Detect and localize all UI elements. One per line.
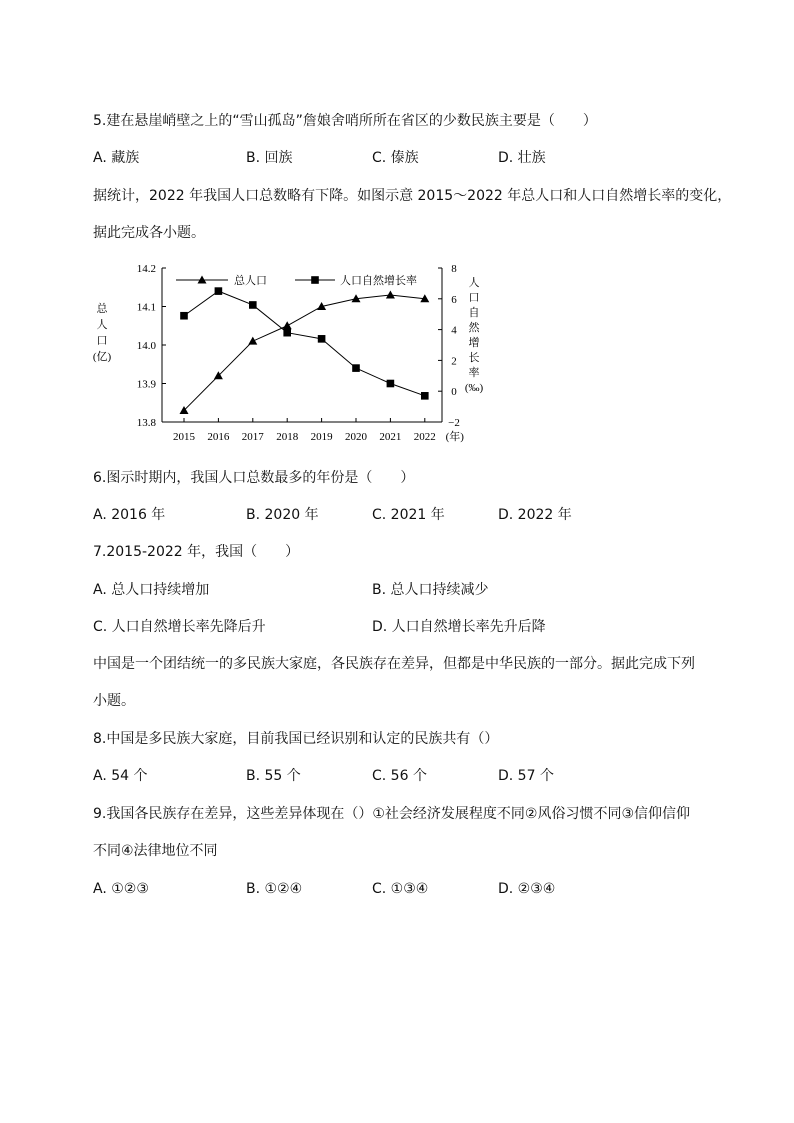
- q7-option-d: D. 人口自然增长率先升后降: [372, 619, 546, 635]
- population-chart-svg: [90, 258, 484, 458]
- q8-option-b: B. 55 个: [246, 768, 301, 784]
- left-axis-tick-label: 14.0: [136, 340, 156, 352]
- data-point-growth-rate: [352, 364, 360, 372]
- right-axis-label: (‰): [464, 382, 484, 394]
- left-axis-tick-label: 13.9: [136, 378, 156, 391]
- x-axis-label: (年): [445, 431, 464, 443]
- question-7-stem: 7.2015-2022 年，我国（ ）: [93, 544, 300, 560]
- x-axis-tick-label: 2020: [345, 431, 367, 443]
- q6-option-c: C. 2021 年: [372, 507, 445, 523]
- question-9-stem: 不同④法律地位不同: [93, 843, 218, 859]
- x-axis-tick-label: 2018: [276, 431, 299, 443]
- data-point-growth-rate: [249, 301, 257, 309]
- data-point-growth-rate: [318, 335, 326, 343]
- left-axis-label: 人: [96, 319, 108, 331]
- q8-option-d: D. 57 个: [498, 768, 554, 784]
- x-axis-tick-label: 2022: [413, 431, 436, 443]
- question-9-stem: 9.我国各民族存在差异，这些差异体现在（）①社会经济发展程度不同②风俗习惯不同③信仰信仰: [93, 806, 691, 822]
- data-point-total-population: [248, 337, 257, 345]
- q7-option-b: B. 总人口持续减少: [372, 582, 489, 598]
- data-point-growth-rate: [215, 287, 223, 295]
- question-8-stem: 8.中国是多民族大家庭，目前我国已经识别和认定的民族共有（）: [93, 731, 499, 747]
- question-6-stem: 6.图示时期内，我国人口总数最多的年份是（ ）: [93, 470, 415, 486]
- right-axis-tick-label: 8: [451, 263, 457, 275]
- right-axis-label: 长: [468, 352, 480, 364]
- right-axis-tick-label: 2: [451, 355, 457, 368]
- right-axis-tick-label: 0: [451, 386, 457, 399]
- left-axis-tick-label: 14.1: [136, 301, 156, 314]
- intro-paragraph-line: 据统计，2022 年我国人口总数略有下降。如图示意 2015～2022 年总人口和人口自然增长率的变化，: [93, 188, 732, 204]
- q9-option-a: A. ①②③: [93, 881, 149, 897]
- q8-option-c: C. 56 个: [372, 768, 427, 784]
- x-axis-tick-label: 2016: [207, 431, 230, 443]
- right-axis-label: 自: [468, 307, 480, 319]
- right-axis-label: 增: [468, 337, 480, 349]
- series-line-total-population: [184, 295, 425, 411]
- right-axis-tick-label: −2: [448, 417, 460, 429]
- right-axis-tick-label: 4: [451, 324, 457, 337]
- data-point-growth-rate: [421, 392, 429, 400]
- q8-option-a: A. 54 个: [93, 768, 148, 784]
- x-axis-tick-label: 2015: [173, 431, 195, 443]
- q5-option-c: C. 傣族: [372, 150, 419, 166]
- legend-marker-growth-rate: [311, 276, 319, 284]
- right-axis-label: 然: [468, 322, 480, 334]
- q6-option-d: D. 2022 年: [498, 507, 572, 523]
- q6-option-a: A. 2016 年: [93, 507, 166, 523]
- question-5-stem: 5.建在悬崖峭壁之上的“雪山孤岛”詹娘舍哨所所在省区的少数民族主要是（ ）: [93, 113, 597, 129]
- legend-label-total-population: 总人口: [234, 275, 267, 287]
- q9-option-b: B. ①②④: [246, 881, 303, 897]
- data-point-growth-rate: [387, 380, 395, 388]
- left-axis-label: 口: [96, 335, 108, 347]
- q6-option-b: B. 2020 年: [246, 507, 319, 523]
- q7-option-a: A. 总人口持续增加: [93, 582, 210, 598]
- population-chart: [90, 258, 484, 458]
- intro-paragraph-line: 中国是一个团结统一的多民族大家庭，各民族存在差异，但都是中华民族的一部分。据此完成下列: [93, 656, 695, 672]
- right-axis-label: 口: [468, 292, 480, 304]
- right-axis-label: 率: [468, 367, 480, 379]
- left-axis-tick-label: 14.2: [136, 263, 156, 275]
- x-axis-tick-label: 2017: [241, 431, 264, 443]
- data-point-growth-rate: [180, 312, 188, 320]
- q5-option-b: B. 回族: [246, 150, 293, 166]
- x-axis-tick-label: 2019: [310, 431, 333, 443]
- left-axis-label: (亿): [92, 351, 112, 363]
- data-point-growth-rate: [283, 329, 291, 337]
- x-axis-tick-label: 2021: [379, 431, 402, 443]
- q9-option-d: D. ②③④: [498, 881, 556, 897]
- intro-paragraph-line: 据此完成各小题。: [93, 225, 205, 241]
- intro-paragraph-line: 小题。: [93, 693, 135, 709]
- q7-option-c: C. 人口自然增长率先降后升: [93, 619, 266, 635]
- q9-option-c: C. ①③④: [372, 881, 429, 897]
- q5-option-a: A. 藏族: [93, 150, 140, 166]
- right-axis-label: 人: [468, 277, 480, 289]
- left-axis-label: 总: [96, 303, 108, 315]
- data-point-total-population: [386, 290, 395, 298]
- right-axis-tick-label: 6: [451, 293, 457, 306]
- legend-label-growth-rate: 人口自然增长率: [340, 275, 417, 287]
- q5-option-d: D. 壮族: [498, 150, 546, 166]
- data-point-total-population: [283, 321, 292, 329]
- left-axis-tick-label: 13.8: [136, 417, 156, 429]
